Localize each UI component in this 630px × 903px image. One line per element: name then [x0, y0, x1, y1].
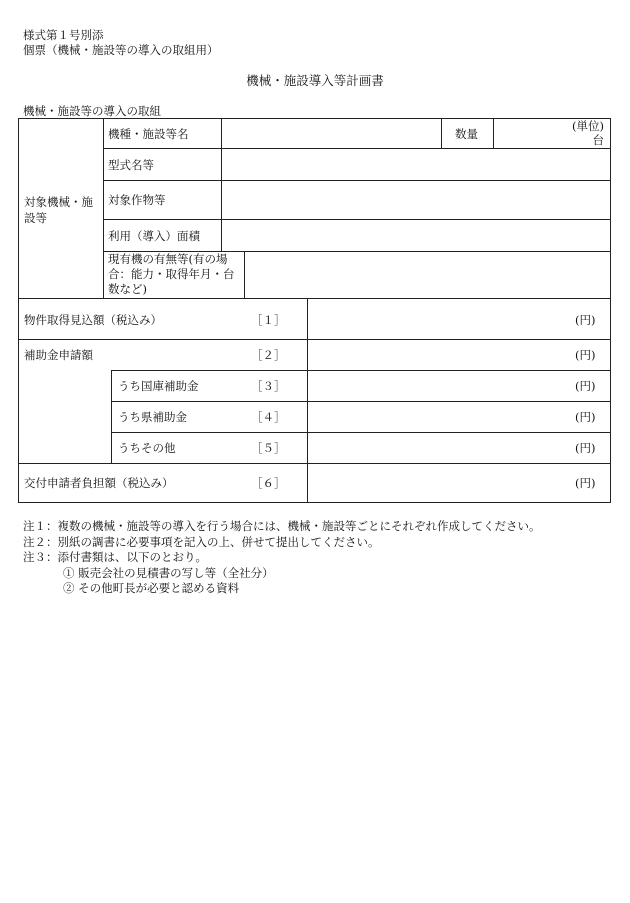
cost-row-6-unit: (円): [575, 476, 596, 490]
cost-row-3-unit: (円): [575, 379, 596, 393]
cost-row-5-unit: (円): [575, 441, 596, 455]
note-1: 注１：複数の機械・施設等の導入を行う場合には、機械・施設等ごとにそれぞれ作成してください。: [23, 519, 541, 533]
cost-row-2-code: ［２］: [251, 348, 286, 362]
attachment-1: ① 販売会社の見積書の写し等（全社分）: [63, 565, 274, 580]
cost-row-3-code: ［３］: [251, 379, 286, 393]
usage-area-label: 利用（導入）面積: [108, 229, 200, 243]
cost-row-5-label: うちその他: [118, 441, 176, 455]
cost-row-5-code: ［５］: [251, 441, 286, 455]
note-3: 注３：添付書類は、以下のとおり。: [23, 550, 207, 564]
page-title: 機械・施設導入等計画書: [246, 73, 384, 88]
equipment-name-label: 機種・施設等名: [108, 127, 189, 141]
existing-machine-label: 現有機の有無等(有の場 合：能力・取得年月・台 数など): [108, 252, 235, 296]
cost-row-6-code: ［６］: [251, 476, 286, 490]
target-equipment-label: 対象機械・施 設等: [24, 195, 93, 225]
target-crop-label: 対象作物等: [108, 193, 166, 207]
section-heading: 機械・施設等の導入の取組: [23, 104, 161, 118]
cost-row-3-label: うち国庫補助金: [118, 379, 199, 393]
cost-row-4-unit: (円): [575, 410, 596, 424]
cost-row-6-label: 交付申請者負担額（税込み）: [24, 476, 174, 490]
notes: [23, 519, 541, 597]
quantity-label: 数量: [455, 127, 478, 141]
cost-row-2-unit: (円): [575, 348, 596, 362]
attachment-2: ② その他町長が必要と認める資料: [63, 581, 240, 595]
form-number: 様式第１号別添: [23, 28, 104, 42]
cost-row-1-label: 物件取得見込額（税込み）: [24, 313, 162, 327]
cost-row-2-label: 補助金申請額: [24, 348, 93, 362]
cost-row-4-label: うち県補助金: [118, 410, 187, 424]
unit-label: (単位) 台: [572, 119, 604, 147]
cost-row-1-unit: (円): [575, 313, 596, 327]
cost-row-1-code: ［１］: [251, 313, 286, 327]
model-name-label: 型式名等: [108, 158, 154, 172]
note-2: 注２：別紙の調書に必要事項を記入の上、併せて提出してください。: [23, 534, 380, 549]
cost-row-4-code: ［４］: [251, 410, 286, 424]
form-subtitle: 個票（機械・施設等の導入の取組用）: [23, 43, 219, 57]
